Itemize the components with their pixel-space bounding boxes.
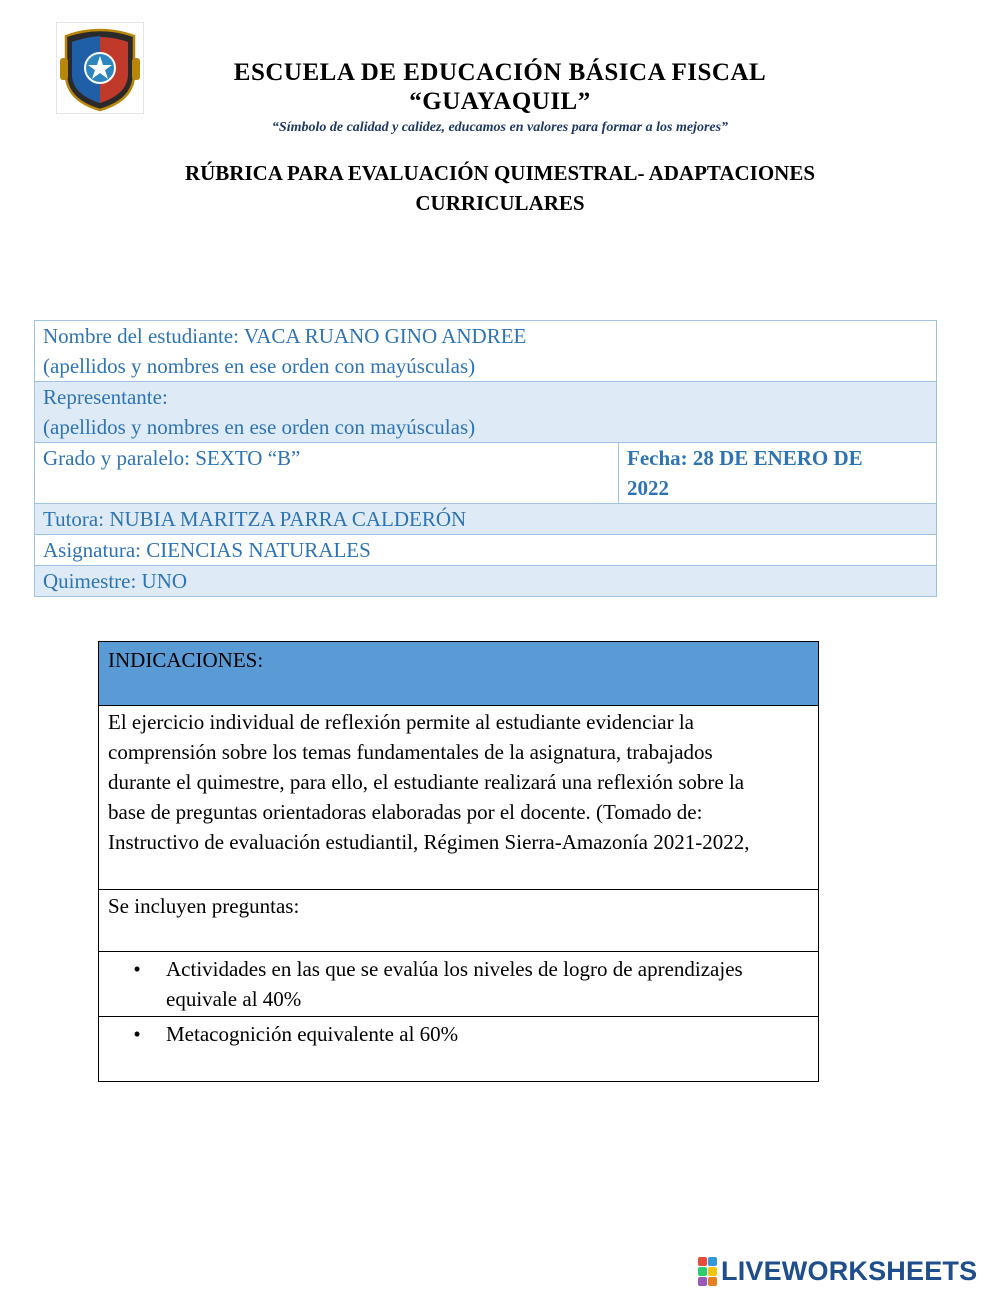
- instructions-paragraph: [99, 706, 819, 890]
- term-row: [35, 566, 937, 597]
- subject-value: Asignatura: CIENCIAS NATURALES: [43, 538, 371, 562]
- liveworksheets-logo-icon: [698, 1257, 717, 1286]
- bullet-text: Actividades en las que se evalúa los niveles de logro de aprendizajes: [166, 957, 743, 981]
- includes-label: Se incluyen preguntas:: [99, 890, 819, 952]
- bullet-item-activities: [99, 952, 819, 1017]
- document-title-line1: RÚBRICA PARA EVALUACIÓN QUIMESTRAL- ADAPTACIONES: [184, 161, 816, 185]
- representative-row: [35, 382, 937, 443]
- school-name-line1: ESCUELA DE EDUCACIÓN BÁSICA FISCAL: [233, 59, 767, 86]
- student-name: Nombre del estudiante: VACA RUANO GINO ANDREE: [43, 324, 527, 348]
- representative-hint: (apellidos y nombres en ese orden con mayúsculas): [43, 415, 476, 439]
- paragraph-line: El ejercicio individual de reflexión permite al estudiante evidenciar la: [108, 710, 695, 734]
- liveworksheets-wordmark: LIVEWORKSHEETS: [721, 1255, 978, 1286]
- date-line1: Fecha: 28 DE ENERO DE: [627, 446, 863, 470]
- bullet-text: Metacognición equivalente al 60%: [166, 1022, 459, 1046]
- bullet-item-metacognition: [99, 1017, 819, 1082]
- grade-date-row: [35, 443, 937, 504]
- paragraph-line: comprensión sobre los temas fundamentales de la asignatura, trabajados: [108, 740, 713, 764]
- student-info-table: [34, 320, 937, 597]
- grade-value: Grado y paralelo: SEXTO “B”: [43, 446, 301, 470]
- subject-row: [35, 535, 937, 566]
- bullet-icon: •: [133, 1022, 141, 1046]
- tutor-row: [35, 504, 937, 535]
- date-line2: 2022: [627, 476, 669, 500]
- tutor-value: Tutora: NUBIA MARITZA PARRA CALDERÓN: [43, 507, 467, 531]
- bullet-text: equivale al 40%: [166, 987, 302, 1011]
- student-name-hint: (apellidos y nombres en ese orden con mayúsculas): [43, 354, 476, 378]
- school-logo: [56, 22, 144, 114]
- school-name-line2: “GUAYAQUIL”: [409, 88, 591, 115]
- instructions-heading: INDICACIONES:: [99, 642, 819, 706]
- paragraph-line: base de preguntas orientadoras elaboradas por el docente. (Tomado de:: [108, 800, 703, 824]
- instructions-table: [98, 641, 819, 1082]
- bullet-icon: •: [133, 957, 141, 981]
- paragraph-line: Instructivo de evaluación estudiantil, Régimen Sierra-Amazonía 2021-2022,: [108, 830, 750, 854]
- term-value: Quimestre: UNO: [43, 569, 188, 593]
- representative-label: Representante:: [43, 385, 168, 409]
- document-title-line2: CURRICULARES: [415, 191, 585, 215]
- liveworksheets-brand: [698, 1256, 977, 1286]
- school-motto: “Símbolo de calidad y calidez, educamos en valores para formar a los mejores”: [271, 120, 729, 135]
- paragraph-line: durante el quimestre, para ello, el estudiante realizará una reflexión sobre la: [108, 770, 745, 794]
- student-name-row: [35, 321, 937, 382]
